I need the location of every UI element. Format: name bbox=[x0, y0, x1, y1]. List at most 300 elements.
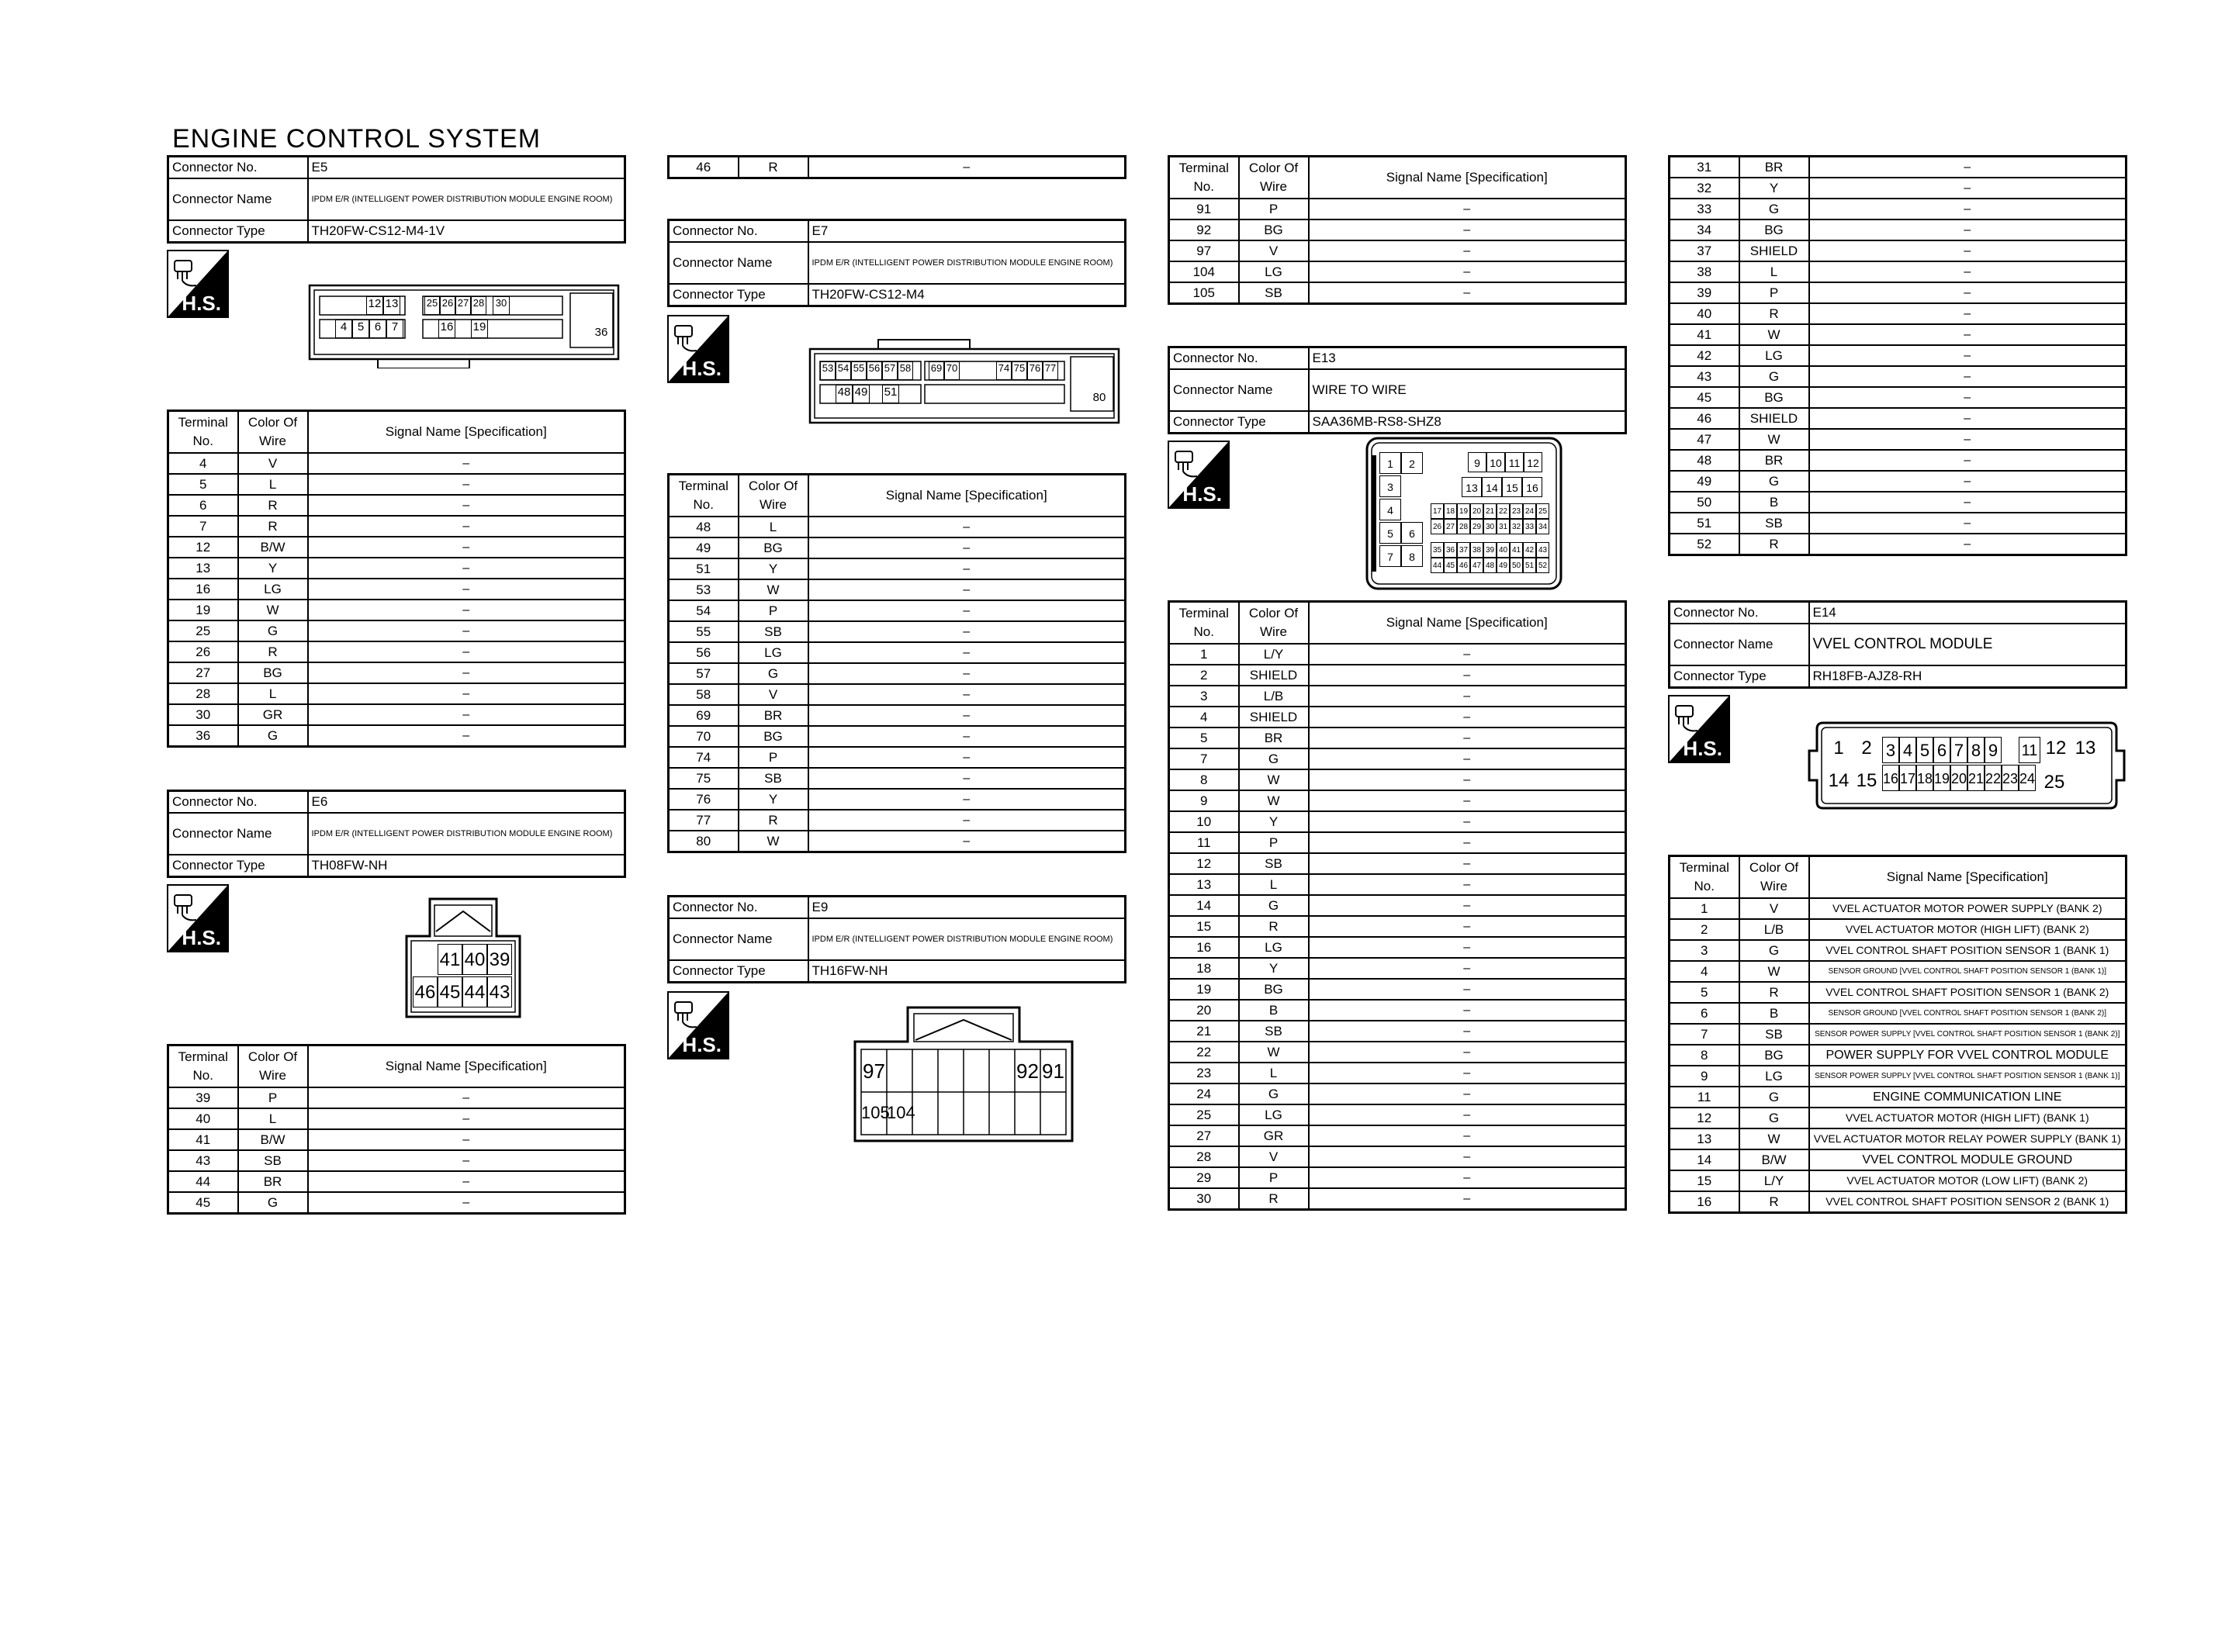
table-row bbox=[1169, 1083, 1626, 1104]
pin-label: 7 bbox=[1950, 737, 1967, 763]
signal-name-cell: SENSOR GROUND [VVEL CONTROL SHAFT POSITION SENSOR 1 (BANK 1)] bbox=[1809, 961, 2127, 982]
signal-name-cell: – bbox=[1809, 261, 2127, 282]
terminal-no-cell: 16 bbox=[1169, 937, 1239, 958]
pin-label: 16 bbox=[1522, 477, 1542, 497]
wire-color-cell: W bbox=[739, 579, 808, 600]
wire-color-cell: L/Y bbox=[1739, 1170, 1809, 1191]
wire-color-cell: W bbox=[1739, 324, 1809, 345]
terminal-no-cell: 11 bbox=[1670, 1087, 1739, 1108]
signal-name-cell: – bbox=[1809, 513, 2127, 534]
pin-label: 23 bbox=[1510, 503, 1523, 519]
label-connector-no: Connector No. bbox=[669, 897, 808, 919]
harness-side-graphic bbox=[1168, 441, 1230, 509]
pin-label: 9 bbox=[1468, 452, 1486, 472]
pin-label: 16 bbox=[1882, 765, 1899, 791]
pin-label: 7 bbox=[386, 320, 403, 338]
label-connector-no: Connector No. bbox=[1670, 602, 1809, 624]
signal-name-cell: VVEL ACTUATOR MOTOR (HIGH LIFT) (BANK 1) bbox=[1809, 1108, 2127, 1128]
table-row bbox=[1670, 178, 2127, 199]
table-row bbox=[1670, 534, 2127, 555]
table-row bbox=[1670, 898, 2127, 919]
signal-name-cell: ENGINE COMMUNICATION LINE bbox=[1809, 1087, 2127, 1108]
pin-label: 18 bbox=[1444, 503, 1457, 519]
signal-name-cell: VVEL ACTUATOR MOTOR (LOW LIFT) (BANK 2) bbox=[1809, 1170, 2127, 1191]
connector-name-value: WIRE TO WIRE bbox=[1309, 369, 1626, 411]
pin-label: 105 bbox=[861, 1103, 890, 1122]
label-connector-no: Connector No. bbox=[168, 157, 308, 179]
pin-label: 20 bbox=[1950, 765, 1967, 791]
table-row bbox=[669, 705, 1126, 726]
signal-name-cell: – bbox=[1309, 1167, 1626, 1188]
pin-label: 39 bbox=[1483, 542, 1497, 558]
harness-side-graphic bbox=[667, 991, 729, 1059]
pin-label: 12 bbox=[1524, 452, 1542, 472]
terminal-no-cell: 41 bbox=[168, 1129, 238, 1150]
table-row bbox=[669, 726, 1126, 747]
hs-label: H.S. bbox=[182, 926, 221, 949]
wire-color-cell: V bbox=[1239, 1146, 1309, 1167]
wire-color-cell: G bbox=[238, 725, 308, 747]
terminal-no-cell: 75 bbox=[669, 768, 739, 789]
pin-label: 76 bbox=[1027, 361, 1043, 380]
connector-name-value: VVEL CONTROL MODULE bbox=[1809, 624, 2127, 665]
terminal-no-cell: 19 bbox=[1169, 979, 1239, 1000]
terminal-no-cell: 91 bbox=[1169, 199, 1239, 219]
terminal-no-cell: 24 bbox=[1169, 1083, 1239, 1104]
terminal-no-cell: 52 bbox=[1670, 534, 1739, 555]
wire-color-cell: BG bbox=[238, 662, 308, 683]
wire-color-cell: BR bbox=[739, 705, 808, 726]
signal-name-cell: – bbox=[308, 1087, 625, 1108]
terminal-no-cell: 9 bbox=[1670, 1066, 1739, 1087]
wire-color-cell: P bbox=[1239, 199, 1309, 219]
table-row bbox=[1670, 303, 2127, 324]
terminal-no-cell: 74 bbox=[669, 747, 739, 768]
pin-label: 21 bbox=[1967, 765, 1985, 791]
harness-side-graphic bbox=[667, 315, 729, 383]
table-row bbox=[168, 600, 625, 620]
terminal-no-cell: 41 bbox=[1670, 324, 1739, 345]
pin-label: 22 bbox=[1985, 765, 2002, 791]
table-row bbox=[1169, 219, 1626, 240]
header-terminal-no: Terminal No. bbox=[1169, 602, 1239, 645]
pin-label: 48 bbox=[836, 385, 853, 403]
pin-label: 41 bbox=[438, 944, 462, 975]
table-row bbox=[669, 157, 1126, 178]
label-connector-type: Connector Type bbox=[168, 220, 308, 243]
signal-name-cell: – bbox=[808, 663, 1126, 684]
terminal-no-cell: 4 bbox=[1670, 961, 1739, 982]
signal-name-cell: – bbox=[308, 1192, 625, 1214]
table-row bbox=[669, 517, 1126, 537]
wire-color-cell: G bbox=[1239, 748, 1309, 769]
wire-color-cell: P bbox=[739, 600, 808, 621]
connector-no-value: E13 bbox=[1309, 347, 1626, 370]
header-terminal-no: Terminal No. bbox=[1169, 157, 1239, 199]
table-row bbox=[1169, 1167, 1626, 1188]
pin-label: 49 bbox=[1497, 558, 1510, 573]
table-row bbox=[669, 558, 1126, 579]
signal-name-cell: – bbox=[1309, 1063, 1626, 1083]
terminal-no-cell: 39 bbox=[1670, 282, 1739, 303]
signal-name-cell: – bbox=[1809, 240, 2127, 261]
wire-color-cell: G bbox=[1239, 1083, 1309, 1104]
table-row bbox=[168, 662, 625, 683]
terminal-no-cell: 43 bbox=[1670, 366, 1739, 387]
terminal-no-cell: 23 bbox=[1169, 1063, 1239, 1083]
signal-name-cell: – bbox=[1309, 1104, 1626, 1125]
table-row bbox=[1169, 644, 1626, 665]
table-row bbox=[669, 621, 1126, 642]
pin-label: 13 bbox=[383, 296, 400, 315]
terminal-no-cell: 28 bbox=[168, 683, 238, 704]
wire-color-cell: L bbox=[1739, 261, 1809, 282]
table-row bbox=[168, 641, 625, 662]
terminal-no-cell: 29 bbox=[1169, 1167, 1239, 1188]
pin-label: 13 bbox=[1462, 477, 1482, 497]
table-row bbox=[168, 1192, 625, 1214]
table-row bbox=[1169, 895, 1626, 916]
connector-info-e9 bbox=[667, 895, 1126, 983]
wire-color-cell: P bbox=[739, 747, 808, 768]
hs-label: H.S. bbox=[682, 357, 722, 380]
signal-name-cell: – bbox=[1809, 492, 2127, 513]
terminal-no-cell: 13 bbox=[168, 558, 238, 579]
signal-name-cell: – bbox=[1309, 1083, 1626, 1104]
wire-color-cell: LG bbox=[238, 579, 308, 600]
terminal-no-cell: 2 bbox=[1670, 919, 1739, 940]
terminal-no-cell: 1 bbox=[1670, 898, 1739, 919]
connector-no-value: E7 bbox=[808, 220, 1126, 243]
wire-color-cell: L bbox=[238, 683, 308, 704]
signal-name-cell: – bbox=[1809, 408, 2127, 429]
table-row bbox=[669, 684, 1126, 705]
header-signal-name: Signal Name [Specification] bbox=[808, 475, 1126, 517]
wire-color-cell: W bbox=[1239, 790, 1309, 811]
wire-color-cell: Y bbox=[739, 558, 808, 579]
table-row bbox=[669, 537, 1126, 558]
terminal-no-cell: 58 bbox=[669, 684, 739, 705]
signal-name-cell: – bbox=[808, 579, 1126, 600]
table-row bbox=[1670, 219, 2127, 240]
wire-color-cell: R bbox=[1739, 982, 1809, 1003]
signal-name-cell: – bbox=[1809, 345, 2127, 366]
wire-color-cell: V bbox=[739, 684, 808, 705]
pin-label: 77 bbox=[1043, 361, 1058, 380]
wire-color-cell: G bbox=[1739, 1087, 1809, 1108]
pin-label: 42 bbox=[1523, 542, 1536, 558]
terminal-no-cell: 27 bbox=[168, 662, 238, 683]
signal-name-cell: – bbox=[1309, 790, 1626, 811]
pin-label: 6 bbox=[1933, 737, 1950, 763]
signal-name-cell: – bbox=[1809, 324, 2127, 345]
terminal-no-cell: 21 bbox=[1169, 1021, 1239, 1042]
terminal-no-cell: 40 bbox=[1670, 303, 1739, 324]
wire-color-cell: R bbox=[739, 810, 808, 831]
wire-color-cell: Y bbox=[739, 789, 808, 810]
signal-name-cell: – bbox=[1809, 303, 2127, 324]
terminal-no-cell: 13 bbox=[1670, 1128, 1739, 1149]
wire-color-cell: BR bbox=[1239, 728, 1309, 748]
pin-label: 50 bbox=[1510, 558, 1523, 573]
pin-label: 43 bbox=[1536, 542, 1549, 558]
table-row bbox=[1169, 979, 1626, 1000]
terminal-no-cell: 47 bbox=[1670, 429, 1739, 450]
terminal-no-cell: 12 bbox=[1169, 853, 1239, 874]
terminal-no-cell: 7 bbox=[1169, 748, 1239, 769]
pin-label: 97 bbox=[863, 1059, 885, 1083]
terminal-no-cell: 51 bbox=[1670, 513, 1739, 534]
wire-color-cell: GR bbox=[238, 704, 308, 725]
connector-no-value: E14 bbox=[1809, 602, 2127, 624]
harness-side-icon bbox=[167, 250, 229, 318]
signal-name-cell: – bbox=[1309, 1042, 1626, 1063]
terminal-no-cell: 7 bbox=[168, 516, 238, 537]
signal-name-cell: – bbox=[1309, 853, 1626, 874]
wire-color-cell: SB bbox=[1239, 282, 1309, 304]
header-color-of-wire: Color Of Wire bbox=[1239, 157, 1309, 199]
terminal-no-cell: 33 bbox=[1670, 199, 1739, 219]
signal-name-cell: – bbox=[1309, 1125, 1626, 1146]
harness-side-graphic bbox=[1668, 695, 1730, 763]
terminal-no-cell: 37 bbox=[1670, 240, 1739, 261]
pin-label: 26 bbox=[440, 296, 455, 315]
pin-label: 30 bbox=[493, 296, 510, 315]
wire-color-cell: R bbox=[238, 516, 308, 537]
terminal-no-cell: 10 bbox=[1169, 811, 1239, 832]
wire-color-cell: L bbox=[1239, 1063, 1309, 1083]
table-row bbox=[1169, 261, 1626, 282]
signal-name-cell: – bbox=[808, 537, 1126, 558]
table-row bbox=[1670, 471, 2127, 492]
harness-side-graphic bbox=[167, 884, 229, 952]
wire-color-cell: G bbox=[238, 620, 308, 641]
signal-name-cell: – bbox=[1309, 979, 1626, 1000]
terminal-no-cell: 7 bbox=[1670, 1024, 1739, 1045]
table-row bbox=[1169, 1042, 1626, 1063]
signal-name-cell: – bbox=[1809, 429, 2127, 450]
signal-name-cell: – bbox=[808, 831, 1126, 852]
wire-color-cell: L/B bbox=[1739, 919, 1809, 940]
table-row bbox=[669, 642, 1126, 663]
wire-color-cell: G bbox=[1739, 471, 1809, 492]
signal-name-cell: – bbox=[808, 558, 1126, 579]
wire-color-cell: R bbox=[238, 495, 308, 516]
pin-label: 51 bbox=[882, 385, 899, 403]
terminal-no-cell: 42 bbox=[1670, 345, 1739, 366]
pin-label: 92 bbox=[1016, 1059, 1039, 1083]
connector-face-e6 bbox=[405, 896, 521, 1020]
terminal-no-cell: 25 bbox=[168, 620, 238, 641]
connector-type-value: SAA36MB-RS8-SHZ8 bbox=[1309, 411, 1626, 434]
connector-type-value: TH16FW-NH bbox=[808, 960, 1126, 983]
terminal-no-cell: 11 bbox=[1169, 832, 1239, 853]
signal-name-cell: – bbox=[808, 600, 1126, 621]
wire-color-cell: LG bbox=[1739, 1066, 1809, 1087]
pin-label: 58 bbox=[898, 361, 913, 380]
signal-name-cell: – bbox=[1309, 895, 1626, 916]
table-row bbox=[1670, 345, 2127, 366]
table-row bbox=[1670, 1170, 2127, 1191]
header-signal-name: Signal Name [Specification] bbox=[308, 411, 625, 454]
terminal-no-cell: 5 bbox=[1169, 728, 1239, 748]
terminal-no-cell: 39 bbox=[168, 1087, 238, 1108]
signal-name-cell: – bbox=[1309, 240, 1626, 261]
wire-color-cell: LG bbox=[1239, 937, 1309, 958]
connector-type-value: RH18FB-AJZ8-RH bbox=[1809, 665, 2127, 688]
terminal-no-cell: 4 bbox=[1169, 707, 1239, 728]
connector-name-value: IPDM E/R (INTELLIGENT POWER DISTRIBUTION MODULE ENGINE ROOM) bbox=[308, 813, 625, 855]
pin-label: 49 bbox=[853, 385, 870, 403]
terminal-no-cell: 18 bbox=[1169, 958, 1239, 979]
pin-label: 75 bbox=[1012, 361, 1027, 380]
wire-color-cell: P bbox=[1239, 832, 1309, 853]
signal-name-cell: – bbox=[1309, 644, 1626, 665]
terminal-no-cell: 26 bbox=[168, 641, 238, 662]
table-row bbox=[168, 1150, 625, 1171]
pin-label: 22 bbox=[1497, 503, 1510, 519]
table-row bbox=[168, 620, 625, 641]
signal-name-cell: VVEL ACTUATOR MOTOR RELAY POWER SUPPLY (BANK 1) bbox=[1809, 1128, 2127, 1149]
hs-label: H.S. bbox=[182, 292, 221, 315]
table-row bbox=[1169, 811, 1626, 832]
terminal-table-e14 bbox=[1668, 855, 2127, 1214]
pin-label: 43 bbox=[487, 976, 512, 1007]
wire-color-cell: V bbox=[238, 453, 308, 474]
table-row bbox=[1169, 1063, 1626, 1083]
wire-color-cell: P bbox=[238, 1087, 308, 1108]
pin-label: 11 bbox=[2019, 737, 2040, 763]
table-row bbox=[1169, 1000, 1626, 1021]
signal-name-cell: – bbox=[1809, 450, 2127, 471]
label-connector-type: Connector Type bbox=[669, 960, 808, 983]
wire-color-cell: SHIELD bbox=[1739, 408, 1809, 429]
terminal-no-cell: 105 bbox=[1169, 282, 1239, 304]
pin-label: 56 bbox=[867, 361, 882, 380]
table-row bbox=[1670, 240, 2127, 261]
terminal-no-cell: 76 bbox=[669, 789, 739, 810]
header-color-of-wire: Color Of Wire bbox=[238, 411, 308, 454]
pin-label: 38 bbox=[1470, 542, 1483, 558]
terminal-no-cell: 14 bbox=[1169, 895, 1239, 916]
signal-name-cell: – bbox=[808, 726, 1126, 747]
wire-color-cell: L/Y bbox=[1239, 644, 1309, 665]
connector-no-value: E5 bbox=[308, 157, 625, 179]
terminal-no-cell: 57 bbox=[669, 663, 739, 684]
table-row bbox=[168, 474, 625, 495]
pin-label: 30 bbox=[1483, 519, 1497, 534]
header-terminal-no: Terminal No. bbox=[168, 411, 238, 454]
terminal-no-cell: 12 bbox=[1670, 1108, 1739, 1128]
signal-name-cell: – bbox=[308, 1150, 625, 1171]
terminal-no-cell: 46 bbox=[669, 157, 739, 178]
pin-label: 3 bbox=[1379, 475, 1401, 497]
pin-label: 41 bbox=[1510, 542, 1523, 558]
hs-label: H.S. bbox=[1683, 737, 1722, 760]
header-color-of-wire: Color Of Wire bbox=[1739, 856, 1809, 899]
table-row bbox=[168, 537, 625, 558]
wire-color-cell: G bbox=[1739, 199, 1809, 219]
wire-color-cell: V bbox=[1739, 898, 1809, 919]
terminal-table-e13 bbox=[1168, 600, 1627, 1211]
signal-name-cell: – bbox=[1809, 219, 2127, 240]
signal-name-cell: – bbox=[1309, 1188, 1626, 1210]
pin-label: 70 bbox=[944, 361, 960, 380]
wire-color-cell: G bbox=[238, 1192, 308, 1214]
wire-color-cell: G bbox=[1739, 1108, 1809, 1128]
terminal-no-cell: 45 bbox=[168, 1192, 238, 1214]
table-row bbox=[168, 704, 625, 725]
signal-name-cell: – bbox=[1309, 261, 1626, 282]
header-signal-name: Signal Name [Specification] bbox=[1309, 602, 1626, 645]
signal-name-cell: SENSOR POWER SUPPLY [VVEL CONTROL SHAFT POSITION SENSOR 1 (BANK 2)] bbox=[1809, 1024, 2127, 1045]
terminal-no-cell: 70 bbox=[669, 726, 739, 747]
wire-color-cell: SHIELD bbox=[1239, 707, 1309, 728]
signal-name-cell: – bbox=[1809, 366, 2127, 387]
connector-type-value: TH20FW-CS12-M4 bbox=[808, 284, 1126, 306]
table-row bbox=[1670, 408, 2127, 429]
terminal-no-cell: 55 bbox=[669, 621, 739, 642]
page-title: ENGINE CONTROL SYSTEM bbox=[172, 124, 542, 154]
signal-name-cell: – bbox=[808, 621, 1126, 642]
signal-name-cell: – bbox=[1809, 199, 2127, 219]
wire-color-cell: SB bbox=[1739, 513, 1809, 534]
terminal-no-cell: 20 bbox=[1169, 1000, 1239, 1021]
wire-color-cell: SB bbox=[1239, 853, 1309, 874]
pin-label: 29 bbox=[1470, 519, 1483, 534]
signal-name-cell: – bbox=[1309, 1000, 1626, 1021]
wire-color-cell: W bbox=[739, 831, 808, 852]
wire-color-cell: SB bbox=[238, 1150, 308, 1171]
label-connector-name: Connector Name bbox=[669, 242, 808, 284]
signal-name-cell: – bbox=[1809, 387, 2127, 408]
pin-label: 40 bbox=[462, 944, 487, 975]
wire-color-cell: L bbox=[238, 474, 308, 495]
wire-color-cell: BG bbox=[1739, 1045, 1809, 1066]
signal-name-cell: – bbox=[308, 453, 625, 474]
terminal-no-cell: 19 bbox=[168, 600, 238, 620]
table-row bbox=[669, 810, 1126, 831]
table-row bbox=[1670, 1108, 2127, 1128]
pin-label: 36 bbox=[594, 326, 608, 339]
table-row bbox=[1169, 853, 1626, 874]
signal-name-cell: – bbox=[808, 747, 1126, 768]
pin-label: 3 bbox=[1882, 737, 1899, 763]
signal-name-cell: – bbox=[308, 1171, 625, 1192]
connector-face-e13 bbox=[1365, 437, 1562, 590]
signal-name-cell: SENSOR POWER SUPPLY [VVEL CONTROL SHAFT POSITION SENSOR 1 (BANK 1)] bbox=[1809, 1066, 2127, 1087]
label-connector-type: Connector Type bbox=[168, 855, 308, 877]
wire-color-cell: W bbox=[1739, 1128, 1809, 1149]
pin-label: 53 bbox=[820, 361, 836, 380]
signal-name-cell: SENSOR GROUND [VVEL CONTROL SHAFT POSITION SENSOR 1 (BANK 2)] bbox=[1809, 1003, 2127, 1024]
pin-label: 5 bbox=[352, 320, 369, 338]
table-row bbox=[1670, 492, 2127, 513]
signal-name-cell: – bbox=[1309, 282, 1626, 304]
pin-label: 37 bbox=[1457, 542, 1470, 558]
signal-name-cell: VVEL ACTUATOR MOTOR POWER SUPPLY (BANK 2) bbox=[1809, 898, 2127, 919]
pin-label: 12 bbox=[366, 296, 383, 315]
terminal-no-cell: 16 bbox=[1670, 1191, 1739, 1213]
table-row bbox=[1670, 961, 2127, 982]
wire-color-cell: Y bbox=[238, 558, 308, 579]
table-row bbox=[168, 516, 625, 537]
pin-label: 25 bbox=[424, 296, 440, 315]
harness-side-graphic bbox=[167, 250, 229, 318]
signal-name-cell: – bbox=[808, 810, 1126, 831]
signal-name-cell: – bbox=[308, 558, 625, 579]
signal-name-cell: – bbox=[308, 600, 625, 620]
